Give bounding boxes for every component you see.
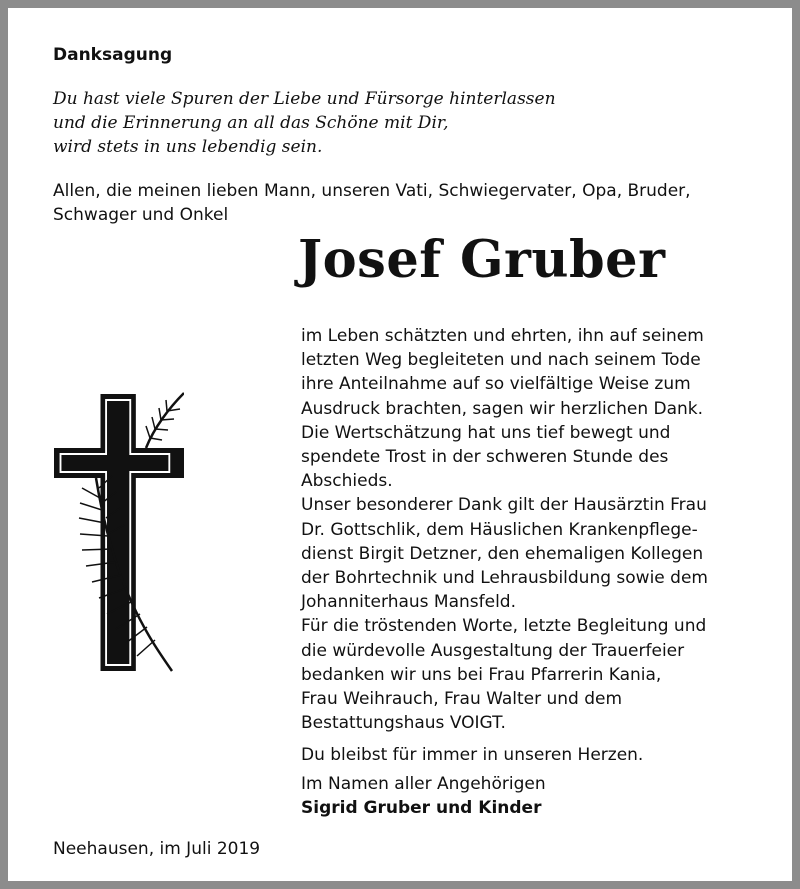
deceased-name: Josef Gruber: [298, 230, 666, 290]
body-line: Bestattungshaus VOIGT.: [301, 713, 506, 734]
signature-block: [301, 772, 546, 820]
body-line: Frau Weihrauch, Frau Walter und dem: [301, 689, 623, 710]
memorial-verse: [53, 87, 556, 159]
body-line: dienst Birgit Detzner, den ehemaligen Kollegen: [301, 543, 704, 564]
body-line: ihre Anteilnahme auf so vielfältige Weise zum: [301, 374, 691, 395]
cross-shape: [54, 394, 184, 671]
body-line: der Bohrtechnik und Lehrausbildung sowie dem: [301, 568, 708, 589]
body-line: im Leben schätzten und ehrten, ihn auf seinem: [301, 326, 704, 346]
body-line: Abschieds.: [301, 471, 393, 492]
verse-line: wird stets in uns lebendig sein.: [53, 137, 323, 157]
notice-heading: Danksagung: [53, 45, 173, 65]
closing-line: Du bleibst für immer in unseren Herzen.: [301, 745, 644, 766]
body-line: spendete Trost in der schweren Stunde des: [301, 447, 669, 468]
body-line: Ausdruck brachten, sagen wir herzlichen Dank.: [301, 398, 704, 419]
body-line: Dr. Gottschlik, dem Häuslichen Krankenpflege-: [301, 519, 698, 540]
body-line: Für die tröstenden Worte, letzte Begleitung und: [301, 616, 707, 637]
thanks-body: [301, 324, 708, 768]
palm-branch-right: [146, 393, 184, 448]
signature-line: Im Namen aller Angehörigen: [301, 774, 546, 794]
body-line: Johanniterhaus Mansfeld.: [301, 592, 516, 613]
cross-with-palm-branch-icon: [54, 388, 184, 678]
body-line: Unser besonderer Dank gilt der Hausärztin Frau: [301, 495, 707, 516]
body-line: Die Wertschätzung hat uns tief bewegt und: [301, 422, 671, 443]
verse-line: Du hast viele Spuren der Liebe und Fürsorge hinterlassen: [53, 89, 556, 109]
intro-line: Allen, die meinen lieben Mann, unseren Vati, Schwiegervater, Opa, Bruder,: [53, 181, 691, 201]
intro-line: Schwager und Onkel: [53, 205, 229, 225]
body-line: bedanken wir uns bei Frau Pfarrerin Kania,: [301, 664, 662, 685]
signature-names: Sigrid Gruber und Kinder: [301, 798, 542, 818]
place-date: Neehausen, im Juli 2019: [53, 839, 261, 859]
verse-line: und die Erinnerung an all das Schöne mit Dir,: [53, 113, 449, 133]
body-line: die würdevolle Ausgestaltung der Trauerfeier: [301, 640, 685, 661]
intro-text: [53, 179, 691, 227]
body-line: letzten Weg begleiteten und nach seinem Tode: [301, 350, 701, 371]
